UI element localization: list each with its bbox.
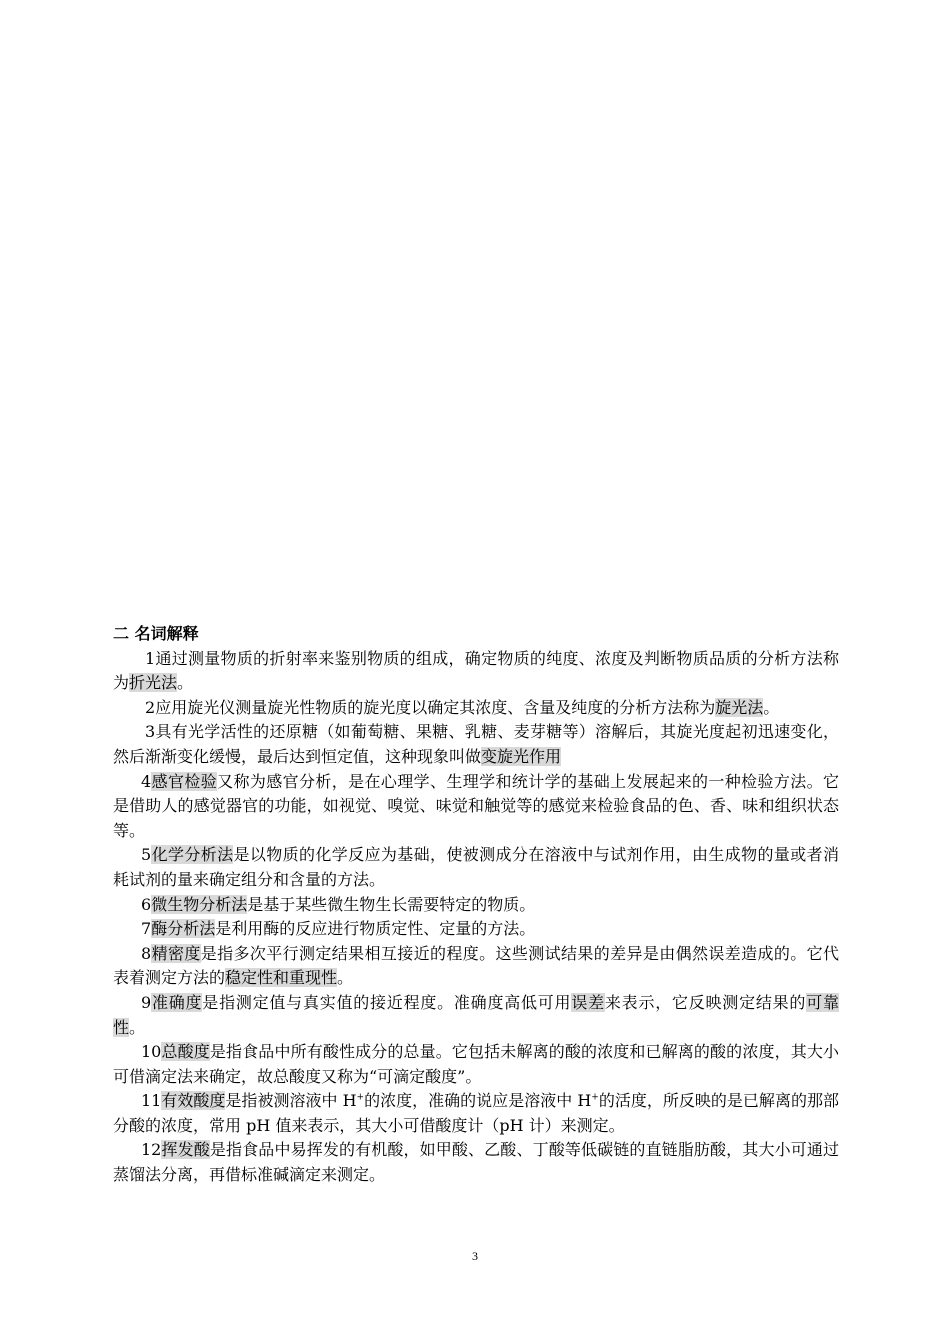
item-text-end: 。 [129,1017,146,1037]
highlighted-term: 旋光法 [715,697,764,717]
definition-item-1 [113,647,839,696]
item-text: 是指测定值与真实值的接近程度。准确度高低可用 [202,992,572,1012]
item-text: 是指食品中所有酸性成分的总量。它包括未解离的酸的浓度和已解离的酸的浓度，其大小可借滴定法来确定，故总酸度又称为“可滴定酸度”。 [113,1042,839,1086]
item-number: 5 [141,845,152,865]
item-number: 2 [145,697,156,717]
highlighted-term: 微生物分析法 [151,894,248,914]
definition-item-9 [113,991,839,1040]
item-number: 9 [141,992,152,1012]
item-text-end: 。 [763,697,780,717]
highlighted-term: 有效酸度 [161,1091,226,1111]
document-body [113,622,839,1188]
definition-item-8 [113,942,839,991]
definition-item-4 [113,770,839,844]
highlighted-term: 折光法 [129,673,178,693]
item-text: 是利用酶的反应进行物质定性、定量的方法。 [215,919,536,939]
definition-item-3 [113,720,839,769]
item-text: 又称为感官分析，是在心理学、生理学和统计学的基础上发展起来的一种检验方法。它是借助人的感觉器官的功能，如视觉、嗅觉、味觉和触觉等的感觉来检验食品的色、香、味和组织状态等。 [113,771,839,840]
item-text-2: 的浓度，准确的说应是溶液中 H [364,1091,592,1111]
highlighted-term: 挥发酸 [161,1140,210,1160]
item-text-2: 来表示，它反映测定结果的 [604,992,807,1012]
section-heading: 二 名词解释 [113,624,199,643]
item-text: 具有光学活性的还原糖（如葡萄糖、果糖、乳糖、麦芽糖等）溶解后，其旋光度起初迅速变化，然后渐渐变化缓慢，最后达到恒定值，这种现象叫做 [113,722,839,766]
definition-item-12 [113,1138,839,1187]
item-text: 是基于某些微生物生长需要特定的物质。 [247,894,536,914]
item-text-end: 。 [177,673,194,693]
superscript-plus-2: + [591,1092,599,1103]
item-number: 7 [141,919,152,939]
item-text: 是指食品中易挥发的有机酸，如甲酸、乙酸、丁酸等低碳链的直链脂肪酸，其大小可通过蒸馏法分离，再借标准碱滴定来测定。 [113,1140,839,1185]
highlighted-term: 准确度 [151,992,203,1012]
item-number: 11 [141,1091,162,1111]
definition-item-6 [113,893,839,918]
page-number: 3 [472,1249,478,1263]
highlighted-term-2: 误差 [571,992,605,1012]
definition-item-5 [113,843,839,892]
item-number: 3 [145,722,156,742]
item-text-3: 的活度，所反映的是已解离的那部分酸的浓度，常用 pH 值来表示，其大小可借酸度计（pH 计）来测定。 [113,1091,839,1135]
item-text: 是以物质的化学反应为基础，使被测成分在溶液中与试剂作用，由生成物的量或者消耗试剂的量来确定组分和含量的方法。 [113,845,839,889]
definition-item-2 [113,696,839,721]
highlighted-term: 精密度 [151,943,201,963]
definition-item-7 [113,917,839,942]
item-text: 应用旋光仪测量旋光性物质的旋光度以确定其浓度、含量及纯度的分析方法称为 [155,697,716,717]
item-text: 通过测量物质的折射率来鉴别物质的组成，确定物质的纯度、浓度及判断物质品质的分析方法称为 [113,648,839,693]
highlighted-term: 总酸度 [161,1042,210,1062]
definition-item-11 [113,1089,839,1138]
item-number: 4 [141,771,152,791]
highlighted-term: 化学分析法 [151,845,234,865]
highlighted-term-3: 可靠性 [113,992,839,1037]
highlighted-term: 变旋光作用 [481,746,562,766]
item-text: 是指被测溶液中 H [225,1091,357,1111]
highlighted-term: 感官检验 [151,771,218,791]
highlighted-term: 酶分析法 [151,919,216,939]
item-number: 10 [141,1042,162,1062]
item-text: 是指多次平行测定结果相互接近的程度。这些测试结果的差异是由偶然误差造成的。它代表着测定方法的 [113,943,839,988]
highlighted-term-2: 稳定性和重现性 [225,968,338,988]
definition-item-10 [113,1040,839,1089]
item-text-end: 。 [337,968,354,988]
item-number: 8 [141,943,152,963]
superscript-plus: + [356,1092,365,1103]
item-number: 12 [141,1140,162,1160]
item-number: 6 [141,894,152,914]
item-number: 1 [145,648,156,668]
